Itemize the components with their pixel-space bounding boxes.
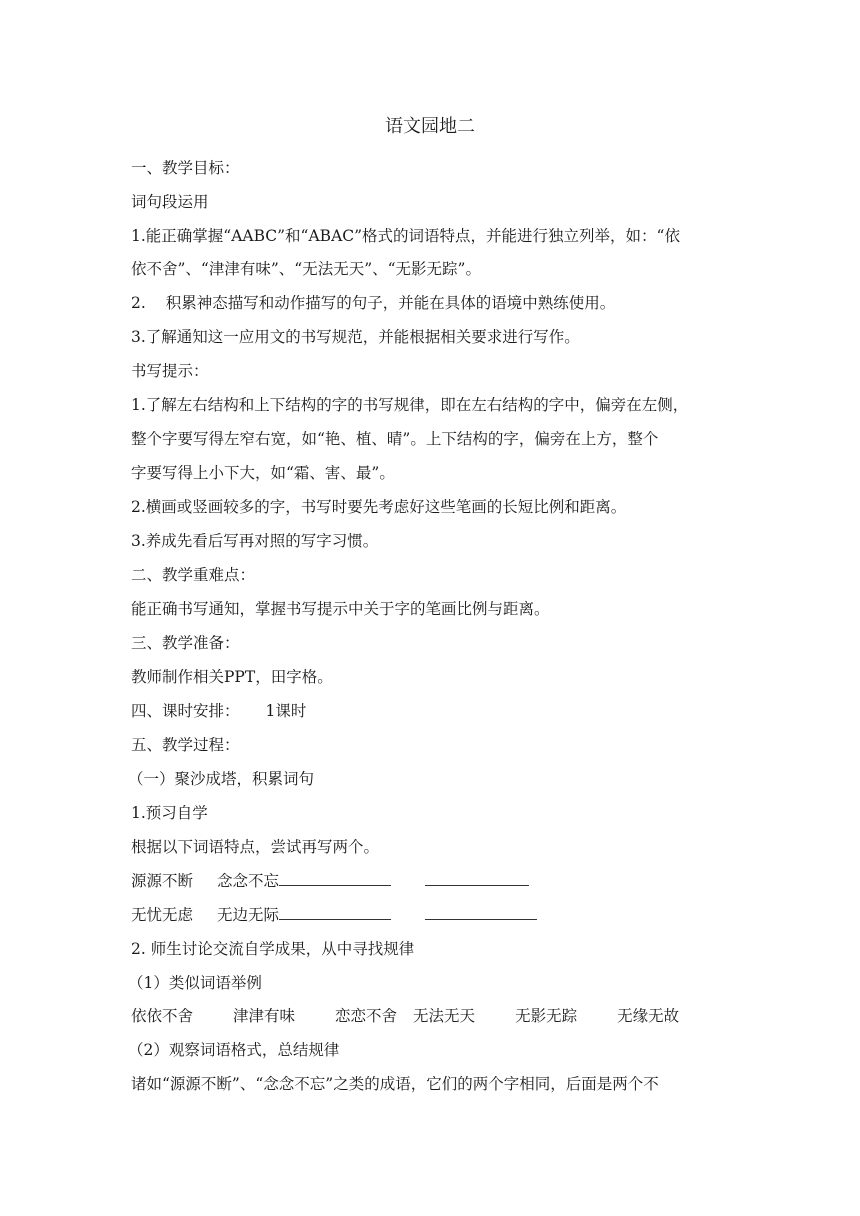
step-1-description: 根据以下词语特点，尝试再写两个。 bbox=[131, 838, 380, 856]
schedule-value: 1课时 bbox=[265, 702, 307, 720]
fill-row-2 bbox=[131, 900, 741, 930]
preparation-text: 教师制作相关PPT，田字格。 bbox=[131, 668, 333, 686]
goal-2-number: 2. bbox=[131, 294, 146, 312]
part-1-heading: （一）聚沙成塔，积累词句 bbox=[128, 770, 315, 788]
step-2-2-heading: （2）观察词语格式，总结规律 bbox=[128, 1041, 340, 1059]
section-heading-key-points: 二、教学重难点： bbox=[131, 566, 256, 584]
tip-1-line-3: 字要写得上小下大，如“霜、害、最”。 bbox=[131, 464, 395, 482]
example-word: 津津有味 bbox=[233, 1007, 296, 1025]
section-schedule bbox=[131, 696, 741, 726]
schedule-label: 四、课时安排： bbox=[131, 702, 240, 720]
section-heading-process: 五、教学过程： bbox=[131, 736, 240, 754]
step-1-heading: 1.预习自学 bbox=[131, 804, 208, 822]
goal-2-text: 积累神态描写和动作描写的句子，并能在具体的语境中熟练使用。 bbox=[165, 294, 616, 312]
subheading-word-usage: 词句段运用 bbox=[131, 193, 209, 211]
goal-2 bbox=[131, 288, 741, 318]
step-2-heading: 2. 师生讨论交流自学成果，从中寻找规律 bbox=[131, 940, 415, 958]
page-title: 语文园地二 bbox=[385, 116, 475, 137]
goal-1-line-2: 依不舍”、“津津有味”、“无法无天”、“无影无踪”。 bbox=[131, 260, 481, 278]
example-word: 无影无踪 bbox=[515, 1007, 578, 1025]
goal-1-line-1: 1.能正确掌握“AABC”和“ABAC”格式的词语特点，并能进行独立列举，如：“依 bbox=[131, 227, 680, 245]
example-word: 无边无际 bbox=[217, 906, 280, 924]
tip-3: 3.养成先看后写再对照的写字习惯。 bbox=[131, 532, 379, 550]
subheading-writing-tips: 书写提示： bbox=[131, 362, 209, 380]
fill-in-blank bbox=[279, 867, 391, 886]
goal-3: 3.了解通知这一应用文的书写规范，并能根据相关要求进行写作。 bbox=[131, 328, 580, 346]
example-word: 源源不断 bbox=[131, 872, 194, 890]
example-word: 恋恋不舍 bbox=[335, 1007, 398, 1025]
example-word: 无法无天 bbox=[413, 1007, 476, 1025]
section-heading-objectives: 一、教学目标： bbox=[131, 159, 240, 177]
example-word: 念念不忘 bbox=[217, 872, 280, 890]
tip-1-line-1: 1.了解左右结构和上下结构的字的书写规律，即在左右结构的字中，偏旁在左侧， bbox=[131, 396, 689, 414]
fill-in-blank bbox=[425, 901, 537, 920]
example-word: 依依不舍 bbox=[131, 1007, 194, 1025]
tip-1-line-2: 整个字要写得左窄右宽，如“艳、植、晴”。上下结构的字，偏旁在上方，整个 bbox=[131, 430, 659, 448]
fill-row-1 bbox=[131, 866, 741, 896]
example-words-row bbox=[131, 1001, 741, 1031]
key-points-text: 能正确书写通知，掌握书写提示中关于字的笔画比例与距离。 bbox=[131, 600, 550, 618]
example-word: 无缘无故 bbox=[617, 1007, 680, 1025]
fill-in-blank bbox=[279, 901, 391, 920]
fill-in-blank bbox=[425, 867, 529, 886]
section-heading-preparation: 三、教学准备： bbox=[131, 634, 240, 652]
observation-text: 诸如“源源不断”、“念念不忘”之类的成语，它们的两个字相同，后面是两个不 bbox=[131, 1075, 659, 1093]
tip-2: 2.横画或竖画较多的字，书写时要先考虑好这些笔画的长短比例和距离。 bbox=[131, 498, 627, 516]
example-word: 无忧无虑 bbox=[131, 906, 194, 924]
step-2-1-heading: （1）类似词语举例 bbox=[128, 974, 262, 992]
